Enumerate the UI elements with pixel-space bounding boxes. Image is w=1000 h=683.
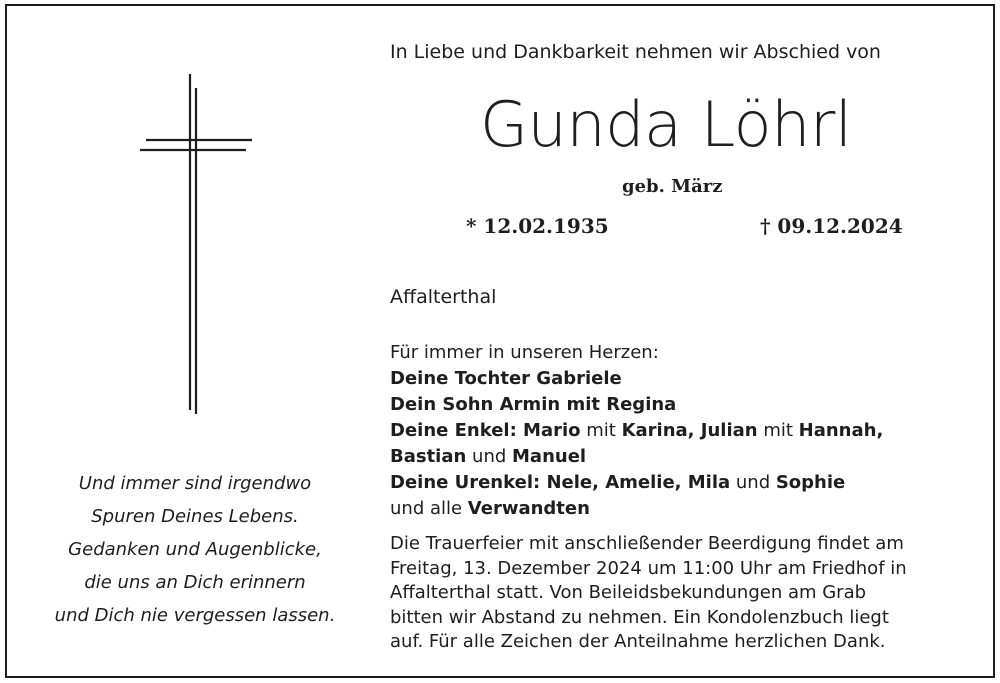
intro-text: In Liebe und Dankbarkeit nehmen wir Abschied von (390, 41, 881, 63)
mourner-line: Deine Tochter Gabriele (390, 368, 622, 389)
death-date: † 09.12.2024 (760, 214, 903, 238)
service-line: bitten wir Abstand zu nehmen. Ein Kondolenzbuch liegt (390, 606, 889, 628)
verse-line: und Dich nie vergessen lassen. (54, 605, 336, 626)
verse-line: die uns an Dich erinnern (84, 572, 306, 593)
cross-icon (138, 74, 254, 414)
mourner-line: Deine Urenkel: Nele, Amelie, Mila und Sophie (390, 472, 846, 493)
birth-name: geb. März (622, 176, 723, 197)
service-notice (390, 532, 965, 655)
deceased-name: Gunda Löhrl (480, 88, 852, 161)
verse-line: Und immer sind irgendwo (78, 473, 312, 494)
service-line: Affalterthal statt. Von Beileidsbekundungen am Grab (390, 582, 867, 603)
verse-line: Spuren Deines Lebens. (91, 506, 299, 527)
service-line: Die Trauerfeier mit anschließender Beerdigung findet am (390, 533, 904, 554)
mourner-line: Bastian und Manuel (390, 446, 587, 467)
mourners-heading: Für immer in unseren Herzen: (390, 342, 659, 363)
memorial-verse (40, 467, 350, 632)
mourner-line: Deine Enkel: Mario mit Karina, Julian mit Hannah, (390, 420, 884, 441)
place-name: Affalterthal (390, 286, 497, 308)
service-line: auf. Für alle Zeichen der Anteilnahme herzlichen Dank. (390, 631, 886, 652)
mourner-line: und alle Verwandten (390, 498, 590, 519)
mourners-list (390, 340, 883, 522)
verse-line: Gedanken und Augenblicke, (68, 539, 322, 560)
service-line: Freitag, 13. Dezember 2024 um 11:00 Uhr am Friedhof in (390, 557, 907, 579)
birth-date: * 12.02.1935 (466, 214, 609, 238)
mourner-line: Dein Sohn Armin mit Regina (390, 394, 677, 415)
